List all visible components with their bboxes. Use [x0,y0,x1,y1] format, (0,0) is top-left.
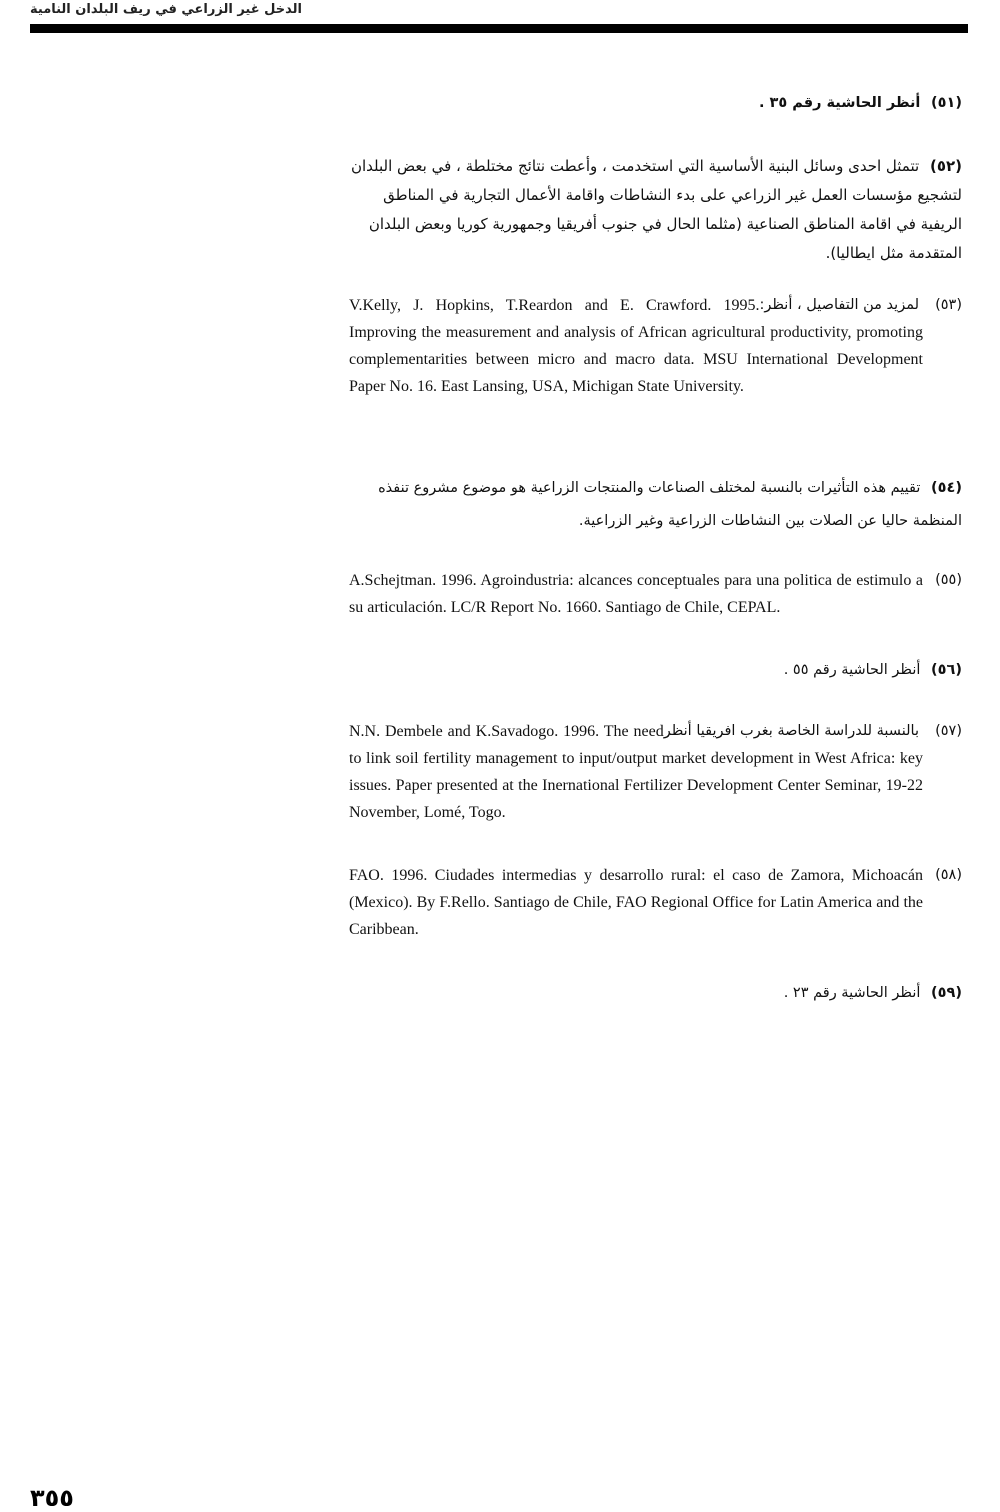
footnote-citation: A.Schejtman. 1996. Agroindustria: alcances conceptuales para una politica de estimulo a su articulación. LC/R Report No. 1660. Santiago de Chile, CEPAL. [349,572,923,616]
footnote-number: (٥٦) [931,662,962,678]
footnote-text: أنظر الحاشية رقم ٣٥ . [758,95,921,111]
footnote-53 [349,292,962,400]
footnote-number: (٥٥) [935,572,962,588]
footnote-number: (٥٩) [931,985,962,1001]
footnote-57 [349,718,962,826]
header-rule [30,24,968,33]
page-number: ٣٥٥ [30,1484,74,1512]
footnote-text: أنظر الحاشية رقم ٥٥ . [783,662,921,678]
footnote-lead: بالنسبة للدراسة الخاصة بغرب افريقيا أنظر [663,723,919,739]
footnote-52 [349,152,962,268]
footnote-number: (٥١) [931,95,962,111]
footnote-number: (٥٤) [931,480,962,496]
footnote-citation: FAO. 1996. Ciudades intermedias y desarrollo rural: el caso de Zamora, Michoacán (Mexico). By F.Rello. Santiago de Chile, FAO Regional Office for Latin America and the Caribbean. [349,867,923,938]
footnote-55 [349,567,962,621]
footnote-51 [349,90,962,117]
footnote-number: (٥٣) [935,297,962,313]
footnote-59 [349,980,962,1007]
footnote-citation: N.N. Dembele and K.Savadogo. 1996. The need to link soil fertility management to input/output market development in West Africa: key issues. Paper presented at the Inernational Fertilizer Development Center Seminar, 19-22 November, Lomé, Togo. [349,723,923,821]
footnote-number: (٥٢) [929,157,962,175]
footnote-citation: V.Kelly, J. Hopkins, T.Reardon and E. Crawford. 1995. Improving the measurement and analysis of African agricultural productivity, promoting complementarities between micro and macro data. MSU International Development Paper No. 16. East Lansing, USA, Michigan State University. [349,297,923,395]
footnote-56 [349,657,962,684]
footnote-number: (٥٨) [935,867,962,883]
running-header: الدخل غير الزراعي في ريف البلدان النامية [30,2,302,17]
footnote-58 [349,862,962,943]
footnote-number: (٥٧) [935,723,962,739]
footnote-text: تتمثل احدى وسائل البنية الأساسية التي استخدمت ، وأعطت نتائج مختلطة ، في بعض البلدان لتشجيع مؤسسات العمل غير الزراعي على بدء النشاطات واقامة الأعمال التجارية في المناطق الريفية في اقامة المناطق الصناعية (مثلما الحال في جنوب أفريقيا وجمهورية كوريا وبعض البلدان المتقدمة مثل ايطاليا). [350,157,962,262]
footnote-text-block [349,292,923,400]
footnote-text: تقييم هذه التأثيرات بالنسبة لمختلف الصناعات والمنتجات الزراعية هو موضوع مشروع تنفذه المنظمة حاليا عن الصلات بين النشاطات الزراعية وغير الزراعية. [378,480,962,529]
footnote-text: أنظر الحاشية رقم ٢٣ . [783,985,921,1001]
footnote-54 [349,472,962,538]
footnote-text-block [349,718,923,826]
footnote-lead: لمزيد من التفاصيل ، أنظر: [759,297,919,313]
